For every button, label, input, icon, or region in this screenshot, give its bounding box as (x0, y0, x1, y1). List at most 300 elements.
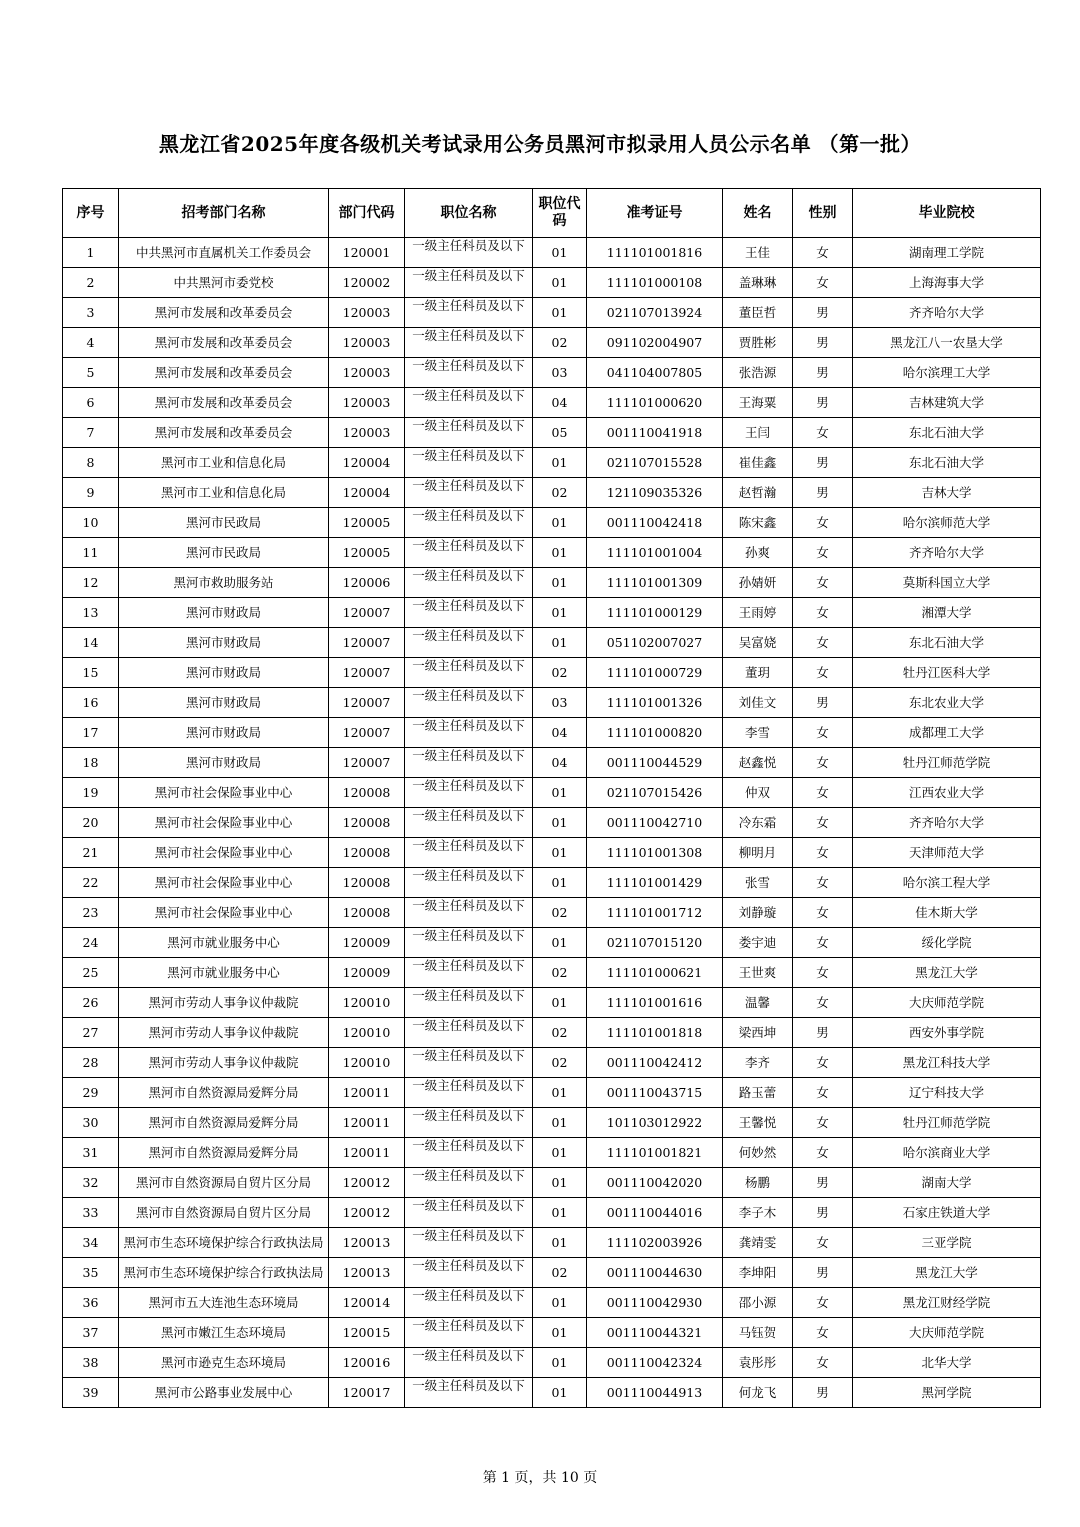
department-name-text: 黑河市工业和信息化局 (160, 455, 286, 470)
ticket-number: 041104007805 (587, 358, 723, 388)
school: 吉林大学 (853, 478, 1041, 508)
row-index: 18 (63, 748, 119, 778)
table-row (63, 478, 1041, 508)
person-name: 李坤阳 (723, 1258, 793, 1288)
position-code: 03 (533, 358, 587, 388)
table-row (63, 268, 1041, 298)
dept-code: 120008 (329, 838, 405, 868)
row-index: 1 (63, 238, 119, 268)
position-code: 01 (533, 1228, 587, 1258)
department-name (119, 658, 329, 688)
department-name (119, 238, 329, 268)
department-name (119, 388, 329, 418)
department-name-text: 黑河市劳动人事争议仲裁院 (148, 995, 299, 1010)
table-row (63, 238, 1041, 268)
ticket-number: 051102007027 (587, 628, 723, 658)
dept-code: 120007 (329, 718, 405, 748)
person-name: 杨鹏 (723, 1168, 793, 1198)
ticket-number: 111101000620 (587, 388, 723, 418)
dept-code: 120002 (329, 268, 405, 298)
person-name: 王世爽 (723, 958, 793, 988)
school: 佳木斯大学 (853, 898, 1041, 928)
dept-code: 120003 (329, 418, 405, 448)
gender: 男 (793, 388, 853, 418)
dept-code: 120007 (329, 688, 405, 718)
department-name-text: 黑河市财政局 (185, 635, 261, 650)
position-name-text: 一级主任科员及以下 (412, 418, 525, 433)
dept-code: 120001 (329, 238, 405, 268)
position-code: 04 (533, 388, 587, 418)
person-name: 仲双 (723, 778, 793, 808)
table-row (63, 508, 1041, 538)
row-index: 32 (63, 1168, 119, 1198)
dept-code: 120009 (329, 958, 405, 988)
school: 哈尔滨工程大学 (853, 868, 1041, 898)
position-name (405, 928, 533, 958)
ticket-number: 111102003926 (587, 1228, 723, 1258)
position-code: 02 (533, 958, 587, 988)
position-name (405, 1018, 533, 1048)
gender: 女 (793, 1078, 853, 1108)
position-name-text: 一级主任科员及以下 (412, 838, 525, 853)
gender: 女 (793, 418, 853, 448)
position-name (405, 718, 533, 748)
table-row (63, 898, 1041, 928)
row-index: 27 (63, 1018, 119, 1048)
department-name-text: 黑河市发展和改革委员会 (154, 365, 293, 380)
department-name-text: 黑河市自然资源局爱辉分局 (148, 1115, 299, 1130)
row-index: 38 (63, 1348, 119, 1378)
department-name (119, 1018, 329, 1048)
position-code: 01 (533, 238, 587, 268)
row-index: 2 (63, 268, 119, 298)
ticket-number: 001110041918 (587, 418, 723, 448)
department-name (119, 1228, 329, 1258)
gender: 男 (793, 328, 853, 358)
person-name: 袁彤彤 (723, 1348, 793, 1378)
gender: 女 (793, 1048, 853, 1078)
department-name-text: 黑河市救助服务站 (173, 575, 274, 590)
gender: 女 (793, 1318, 853, 1348)
gender: 女 (793, 868, 853, 898)
position-name (405, 1288, 533, 1318)
row-index: 25 (63, 958, 119, 988)
position-name-text: 一级主任科员及以下 (412, 598, 525, 613)
row-index: 7 (63, 418, 119, 448)
position-name-text: 一级主任科员及以下 (412, 1378, 525, 1393)
position-name-text: 一级主任科员及以下 (412, 568, 525, 583)
school: 哈尔滨商业大学 (853, 1138, 1041, 1168)
gender: 女 (793, 508, 853, 538)
table-row (63, 538, 1041, 568)
position-name (405, 748, 533, 778)
position-name (405, 388, 533, 418)
department-name-text: 黑河市自然资源局爱辉分局 (148, 1145, 299, 1160)
gender: 女 (793, 928, 853, 958)
ticket-number: 111101001616 (587, 988, 723, 1018)
ticket-number: 021107013924 (587, 298, 723, 328)
row-index: 10 (63, 508, 119, 538)
page-footer: 第 1 页，共 10 页 (482, 1470, 598, 1486)
department-name (119, 778, 329, 808)
position-name (405, 238, 533, 268)
department-name-text: 黑河市社会保险事业中心 (154, 905, 293, 920)
school: 黑龙江大学 (853, 1258, 1041, 1288)
ticket-number: 111101001004 (587, 538, 723, 568)
department-name-text: 黑河市生态环境保护综合行政执法局 (123, 1265, 324, 1280)
row-index: 31 (63, 1138, 119, 1168)
gender: 女 (793, 598, 853, 628)
department-name (119, 1378, 329, 1408)
department-name-text: 黑河市发展和改革委员会 (154, 425, 293, 440)
school: 牡丹江师范学院 (853, 1108, 1041, 1138)
row-index: 5 (63, 358, 119, 388)
col-ticket-number-header: 准考证号 (587, 189, 723, 238)
position-name (405, 448, 533, 478)
position-name (405, 328, 533, 358)
dept-code: 120013 (329, 1228, 405, 1258)
school: 齐齐哈尔大学 (853, 538, 1041, 568)
table-row (63, 418, 1041, 448)
position-code: 02 (533, 658, 587, 688)
position-name-text: 一级主任科员及以下 (412, 928, 525, 943)
person-name: 孙爽 (723, 538, 793, 568)
dept-code: 120007 (329, 658, 405, 688)
dept-code: 120005 (329, 538, 405, 568)
person-name: 盖琳琳 (723, 268, 793, 298)
ticket-number: 091102004907 (587, 328, 723, 358)
ticket-number: 111101000129 (587, 598, 723, 628)
dept-code: 120008 (329, 778, 405, 808)
position-code: 02 (533, 1258, 587, 1288)
dept-code: 120010 (329, 1048, 405, 1078)
table-row (63, 328, 1041, 358)
position-name-text: 一级主任科员及以下 (412, 1108, 525, 1123)
ticket-number: 121109035326 (587, 478, 723, 508)
row-index: 14 (63, 628, 119, 658)
row-index: 8 (63, 448, 119, 478)
dept-code: 120004 (329, 478, 405, 508)
school: 莫斯科国立大学 (853, 568, 1041, 598)
gender: 女 (793, 958, 853, 988)
person-name: 赵哲瀚 (723, 478, 793, 508)
school: 牡丹江师范学院 (853, 748, 1041, 778)
col-dept-code-header: 部门代码 (329, 189, 405, 238)
position-name-text: 一级主任科员及以下 (412, 538, 525, 553)
table-row (63, 658, 1041, 688)
gender: 男 (793, 688, 853, 718)
dept-code: 120011 (329, 1138, 405, 1168)
dept-code: 120016 (329, 1348, 405, 1378)
position-name (405, 838, 533, 868)
gender: 女 (793, 1348, 853, 1378)
position-name-text: 一级主任科员及以下 (412, 1138, 525, 1153)
person-name: 邵小源 (723, 1288, 793, 1318)
position-code: 05 (533, 418, 587, 448)
row-index: 28 (63, 1048, 119, 1078)
dept-code: 120005 (329, 508, 405, 538)
gender: 女 (793, 808, 853, 838)
position-code: 01 (533, 1288, 587, 1318)
table-row (63, 598, 1041, 628)
table-row (63, 568, 1041, 598)
school: 齐齐哈尔大学 (853, 808, 1041, 838)
person-name: 董玥 (723, 658, 793, 688)
department-name (119, 478, 329, 508)
position-code: 01 (533, 928, 587, 958)
department-name (119, 1138, 329, 1168)
ticket-number: 001110044016 (587, 1198, 723, 1228)
gender: 女 (793, 238, 853, 268)
ticket-number: 111101001816 (587, 238, 723, 268)
position-name (405, 1258, 533, 1288)
department-name (119, 1078, 329, 1108)
position-code: 01 (533, 508, 587, 538)
school: 哈尔滨师范大学 (853, 508, 1041, 538)
department-name-text: 黑河市工业和信息化局 (160, 485, 286, 500)
school: 湘潭大学 (853, 598, 1041, 628)
person-name: 柳明月 (723, 838, 793, 868)
person-name: 贾胜彬 (723, 328, 793, 358)
row-index: 30 (63, 1108, 119, 1138)
position-name-text: 一级主任科员及以下 (412, 1018, 525, 1033)
ticket-number: 111101001326 (587, 688, 723, 718)
ticket-number: 111101001818 (587, 1018, 723, 1048)
position-name (405, 568, 533, 598)
position-name-text: 一级主任科员及以下 (412, 448, 525, 463)
ticket-number: 111101001429 (587, 868, 723, 898)
position-name (405, 508, 533, 538)
person-name: 梁西坤 (723, 1018, 793, 1048)
row-index: 12 (63, 568, 119, 598)
position-code: 01 (533, 1168, 587, 1198)
ticket-number: 111101001712 (587, 898, 723, 928)
position-name-text: 一级主任科员及以下 (412, 718, 525, 733)
gender: 男 (793, 1018, 853, 1048)
position-name (405, 1318, 533, 1348)
school: 辽宁科技大学 (853, 1078, 1041, 1108)
row-index: 39 (63, 1378, 119, 1408)
school: 黑龙江八一农垦大学 (853, 328, 1041, 358)
table-row (63, 1348, 1041, 1378)
position-name (405, 628, 533, 658)
department-name (119, 1258, 329, 1288)
department-name-text: 黑河市公路事业发展中心 (154, 1385, 293, 1400)
department-name-text: 黑河市财政局 (185, 605, 261, 620)
department-name-text: 黑河市发展和改革委员会 (154, 305, 293, 320)
person-name: 娄宇迪 (723, 928, 793, 958)
row-index: 9 (63, 478, 119, 508)
gender: 女 (793, 1108, 853, 1138)
row-index: 6 (63, 388, 119, 418)
table-row (63, 868, 1041, 898)
ticket-number: 111101000729 (587, 658, 723, 688)
gender: 女 (793, 538, 853, 568)
position-name (405, 1078, 533, 1108)
department-name-text: 黑河市发展和改革委员会 (154, 395, 293, 410)
position-name-text: 一级主任科员及以下 (412, 658, 525, 673)
position-name (405, 358, 533, 388)
position-name (405, 1108, 533, 1138)
ticket-number: 001110044321 (587, 1318, 723, 1348)
position-name (405, 958, 533, 988)
dept-code: 120010 (329, 1018, 405, 1048)
gender: 男 (793, 1378, 853, 1408)
position-code: 01 (533, 1348, 587, 1378)
position-code: 01 (533, 868, 587, 898)
table-row (63, 988, 1041, 1018)
dept-code: 120011 (329, 1078, 405, 1108)
position-code: 01 (533, 568, 587, 598)
department-name-text: 黑河市自然资源局自贸片区分局 (135, 1205, 311, 1220)
person-name: 王馨悦 (723, 1108, 793, 1138)
position-name (405, 808, 533, 838)
dept-code: 120003 (329, 388, 405, 418)
ticket-number: 021107015426 (587, 778, 723, 808)
position-name-text: 一级主任科员及以下 (412, 898, 525, 913)
position-name-text: 一级主任科员及以下 (412, 958, 525, 973)
table-row (63, 958, 1041, 988)
person-name: 陈宋鑫 (723, 508, 793, 538)
person-name: 张雪 (723, 868, 793, 898)
school: 东北石油大学 (853, 448, 1041, 478)
position-code: 01 (533, 1318, 587, 1348)
gender: 女 (793, 1228, 853, 1258)
school: 绥化学院 (853, 928, 1041, 958)
school: 大庆师范学院 (853, 988, 1041, 1018)
department-name (119, 808, 329, 838)
ticket-number: 111101000820 (587, 718, 723, 748)
table-row (63, 1168, 1041, 1198)
school: 东北石油大学 (853, 628, 1041, 658)
position-name (405, 868, 533, 898)
department-name-text: 黑河市发展和改革委员会 (154, 335, 293, 350)
ticket-number: 001110042412 (587, 1048, 723, 1078)
school: 牡丹江医科大学 (853, 658, 1041, 688)
school: 湖南大学 (853, 1168, 1041, 1198)
dept-code: 120007 (329, 748, 405, 778)
position-name (405, 1048, 533, 1078)
roster-table (62, 188, 1041, 1408)
school: 三亚学院 (853, 1228, 1041, 1258)
table-row (63, 1108, 1041, 1138)
row-index: 19 (63, 778, 119, 808)
row-index: 13 (63, 598, 119, 628)
department-name (119, 598, 329, 628)
gender: 女 (793, 838, 853, 868)
position-code: 01 (533, 1108, 587, 1138)
gender: 男 (793, 298, 853, 328)
position-code: 01 (533, 448, 587, 478)
position-code: 01 (533, 268, 587, 298)
position-code: 01 (533, 838, 587, 868)
document-title: 黑龙江省2025年度各级机关考试录用公务员黑河市拟录用人员公示名单 （第一批） (158, 132, 922, 156)
school: 成都理工大学 (853, 718, 1041, 748)
department-name-text: 黑河市嫩江生态环境局 (160, 1325, 286, 1340)
row-index: 4 (63, 328, 119, 358)
position-name (405, 1138, 533, 1168)
person-name: 温馨 (723, 988, 793, 1018)
position-name (405, 268, 533, 298)
position-name-text: 一级主任科员及以下 (412, 238, 525, 253)
department-name (119, 538, 329, 568)
position-name (405, 1348, 533, 1378)
position-code: 02 (533, 328, 587, 358)
row-index: 26 (63, 988, 119, 1018)
gender: 女 (793, 628, 853, 658)
department-name-text: 中共黑河市直属机关工作委员会 (135, 245, 311, 260)
department-name-text: 黑河市自然资源局自贸片区分局 (135, 1175, 311, 1190)
gender: 女 (793, 1288, 853, 1318)
position-name-text: 一级主任科员及以下 (412, 808, 525, 823)
department-name (119, 748, 329, 778)
dept-code: 120007 (329, 598, 405, 628)
row-index: 24 (63, 928, 119, 958)
position-name-text: 一级主任科员及以下 (412, 748, 525, 763)
position-name (405, 418, 533, 448)
position-name (405, 1228, 533, 1258)
department-name (119, 838, 329, 868)
department-name (119, 448, 329, 478)
dept-code: 120014 (329, 1288, 405, 1318)
department-name (119, 898, 329, 928)
table-row (63, 1198, 1041, 1228)
department-name (119, 1168, 329, 1198)
row-index: 3 (63, 298, 119, 328)
dept-code: 120003 (329, 328, 405, 358)
position-name-text: 一级主任科员及以下 (412, 508, 525, 523)
school: 黑龙江大学 (853, 958, 1041, 988)
row-index: 34 (63, 1228, 119, 1258)
table-row (63, 1378, 1041, 1408)
school: 吉林建筑大学 (853, 388, 1041, 418)
department-name (119, 328, 329, 358)
ticket-number: 001110042930 (587, 1288, 723, 1318)
department-name (119, 1318, 329, 1348)
table-row (63, 448, 1041, 478)
position-code: 01 (533, 298, 587, 328)
department-name (119, 958, 329, 988)
department-name (119, 688, 329, 718)
table-row (63, 1258, 1041, 1288)
department-name-text: 黑河市财政局 (185, 695, 261, 710)
school: 黑龙江科技大学 (853, 1048, 1041, 1078)
position-code: 01 (533, 778, 587, 808)
col-gender-header: 性别 (793, 189, 853, 238)
department-name-text: 黑河市就业服务中心 (167, 965, 280, 980)
ticket-number: 001110042418 (587, 508, 723, 538)
person-name: 赵鑫悦 (723, 748, 793, 778)
school: 西安外事学院 (853, 1018, 1041, 1048)
department-name-text: 中共黑河市委党校 (173, 275, 274, 290)
table-row (63, 808, 1041, 838)
position-name (405, 988, 533, 1018)
school: 齐齐哈尔大学 (853, 298, 1041, 328)
dept-code: 120017 (329, 1378, 405, 1408)
position-name (405, 898, 533, 928)
gender: 男 (793, 1258, 853, 1288)
col-school-header: 毕业院校 (853, 189, 1041, 238)
department-name (119, 358, 329, 388)
position-code: 01 (533, 988, 587, 1018)
table-row (63, 1228, 1041, 1258)
person-name: 何妙然 (723, 1138, 793, 1168)
department-name-text: 黑河市财政局 (185, 755, 261, 770)
ticket-number: 021107015528 (587, 448, 723, 478)
position-name-text: 一级主任科员及以下 (412, 1318, 525, 1333)
dept-code: 120010 (329, 988, 405, 1018)
position-code: 01 (533, 1138, 587, 1168)
